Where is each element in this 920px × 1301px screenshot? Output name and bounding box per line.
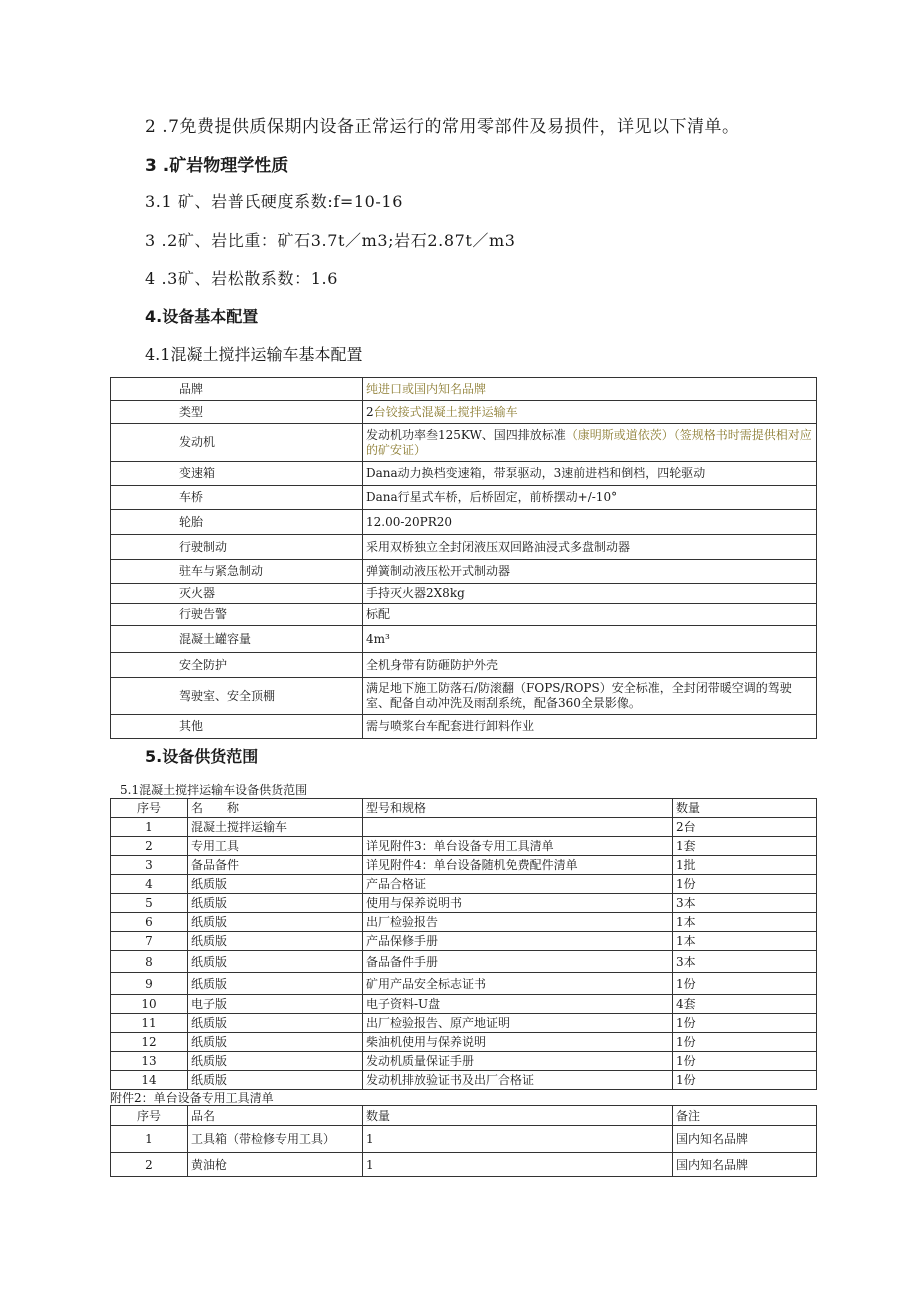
config-key: 安全防护 bbox=[111, 653, 363, 678]
cell: 1份 bbox=[673, 875, 817, 894]
cell: 3本 bbox=[673, 951, 817, 973]
engine-brand-note: （康明斯或道依茨）（签规格书时需提供相对应的矿安证） bbox=[366, 427, 812, 457]
cell: 产品合格证 bbox=[363, 875, 673, 894]
table-row bbox=[111, 401, 817, 424]
table-row bbox=[111, 462, 817, 486]
cell: 2台 bbox=[673, 818, 817, 837]
table-row bbox=[111, 424, 817, 462]
cell: 11 bbox=[111, 1014, 188, 1033]
cell: 混凝土搅拌运输车 bbox=[188, 818, 363, 837]
section-4-heading: 4.设备基本配置 bbox=[145, 307, 259, 326]
cell: 详见附件3：单台设备专用工具清单 bbox=[363, 837, 673, 856]
cell: 纸质版 bbox=[188, 1033, 363, 1052]
table-row bbox=[111, 1153, 817, 1177]
cell: 1份 bbox=[673, 1071, 817, 1090]
table-row bbox=[111, 1126, 817, 1153]
cell: 发动机质量保证手册 bbox=[363, 1052, 673, 1071]
config-key: 变速箱 bbox=[111, 462, 363, 486]
config-value: 手持灭火器2X8kg bbox=[363, 584, 817, 604]
table-row bbox=[111, 875, 817, 894]
cell: 备品备件 bbox=[188, 856, 363, 875]
cell: 1批 bbox=[673, 856, 817, 875]
config-value-count: 2 bbox=[366, 404, 374, 419]
table-row bbox=[111, 715, 817, 739]
config-key: 发动机 bbox=[111, 424, 363, 462]
table-row bbox=[111, 818, 817, 837]
config-key: 其他 bbox=[111, 715, 363, 739]
clause-5-1-caption: 5.1混凝土搅拌运输车设备供货范围 bbox=[120, 783, 308, 797]
cell: 纸质版 bbox=[188, 973, 363, 995]
table-row bbox=[111, 995, 817, 1014]
clause-2-7: 2 .7免费提供质保期内设备正常运行的常用零部件及易损件，详见以下清单。 bbox=[145, 117, 740, 137]
header-cell: 数量 bbox=[673, 799, 817, 818]
cell: 出厂检验报告、原产地证明 bbox=[363, 1014, 673, 1033]
config-key: 轮胎 bbox=[111, 510, 363, 535]
cell: 纸质版 bbox=[188, 1052, 363, 1071]
cell: 1本 bbox=[673, 913, 817, 932]
cell: 电子版 bbox=[188, 995, 363, 1014]
cell: 1 bbox=[111, 1126, 188, 1153]
cell: 4套 bbox=[673, 995, 817, 1014]
header-cell: 数量 bbox=[363, 1106, 673, 1126]
attachment-2-caption: 附件2：单台设备专用工具清单 bbox=[110, 1091, 274, 1105]
cell: 10 bbox=[111, 995, 188, 1014]
table-row bbox=[111, 1014, 817, 1033]
header-cell: 型号和规格 bbox=[363, 799, 673, 818]
cell: 纸质版 bbox=[188, 1014, 363, 1033]
config-key: 类型 bbox=[111, 401, 363, 424]
cell: 1套 bbox=[673, 837, 817, 856]
table-header-row bbox=[111, 799, 817, 818]
config-value: 4m³ bbox=[363, 626, 817, 653]
cell: 黄油枪 bbox=[188, 1153, 363, 1177]
cell: 8 bbox=[111, 951, 188, 973]
table-row bbox=[111, 837, 817, 856]
clause-4-1: 4.1混凝土搅拌运输车基本配置 bbox=[145, 345, 363, 364]
config-value: 满足地下施工防落石/防滚翻（FOPS/ROPS）安全标准，全封闭带暖空调的驾驶室、配备自动冲洗及雨刮系统，配备360全景影像。 bbox=[363, 678, 817, 715]
config-value: 纯进口或国内知名品牌 bbox=[363, 378, 817, 401]
table-row bbox=[111, 678, 817, 715]
header-cell: 序号 bbox=[111, 1106, 188, 1126]
table-row bbox=[111, 894, 817, 913]
table-row bbox=[111, 913, 817, 932]
cell: 12 bbox=[111, 1033, 188, 1052]
cell: 纸质版 bbox=[188, 913, 363, 932]
config-value: Dana动力换档变速箱，带泵驱动，3速前进档和倒档，四轮驱动 bbox=[363, 462, 817, 486]
table-row bbox=[111, 1071, 817, 1090]
cell: 2 bbox=[111, 837, 188, 856]
cell: 使用与保养说明书 bbox=[363, 894, 673, 913]
config-value: Dana行星式车桥，后桥固定，前桥摆动+/-10° bbox=[363, 486, 817, 510]
table-row bbox=[111, 486, 817, 510]
cell: 电子资料-U盘 bbox=[363, 995, 673, 1014]
cell: 9 bbox=[111, 973, 188, 995]
cell: 发动机排放验证书及出厂合格证 bbox=[363, 1071, 673, 1090]
config-key: 品牌 bbox=[111, 378, 363, 401]
config-value bbox=[363, 401, 817, 424]
cell: 工具箱（带检修专用工具） bbox=[188, 1126, 363, 1153]
clause-4-3: 4 .3矿、岩松散系数：1.6 bbox=[145, 269, 338, 288]
cell: 1份 bbox=[673, 973, 817, 995]
config-value: 全机身带有防砸防护外壳 bbox=[363, 653, 817, 678]
table-row bbox=[111, 932, 817, 951]
cell: 1 bbox=[363, 1126, 673, 1153]
cell: 国内知名品牌 bbox=[673, 1126, 817, 1153]
config-value-type: 台铰接式混凝土搅拌运输车 bbox=[373, 404, 518, 419]
cell: 1份 bbox=[673, 1014, 817, 1033]
basic-config-table bbox=[110, 377, 817, 739]
table-row bbox=[111, 604, 817, 626]
cell: 1本 bbox=[673, 932, 817, 951]
config-value: 弹簧制动液压松开式制动器 bbox=[363, 560, 817, 584]
special-tools-table bbox=[110, 1105, 817, 1177]
table-row bbox=[111, 951, 817, 973]
clause-3-1: 3.1 矿、岩普氏硬度系数:f=10-16 bbox=[145, 192, 403, 211]
cell bbox=[363, 818, 673, 837]
cell: 纸质版 bbox=[188, 894, 363, 913]
config-key: 灭火器 bbox=[111, 584, 363, 604]
cell: 柴油机使用与保养说明 bbox=[363, 1033, 673, 1052]
table-row bbox=[111, 378, 817, 401]
cell: 1 bbox=[363, 1153, 673, 1177]
config-key: 混凝土罐容量 bbox=[111, 626, 363, 653]
cell: 3 bbox=[111, 856, 188, 875]
header-cell: 备注 bbox=[673, 1106, 817, 1126]
config-value bbox=[363, 424, 817, 462]
config-key: 驾驶室、安全顶棚 bbox=[111, 678, 363, 715]
cell: 产品保修手册 bbox=[363, 932, 673, 951]
cell: 13 bbox=[111, 1052, 188, 1071]
config-value: 标配 bbox=[363, 604, 817, 626]
config-key: 车桥 bbox=[111, 486, 363, 510]
cell: 14 bbox=[111, 1071, 188, 1090]
engine-power-text: 发动机功率叁125KW、国四排放标准 bbox=[366, 427, 566, 442]
config-key: 行驶制动 bbox=[111, 535, 363, 560]
config-key: 行驶告警 bbox=[111, 604, 363, 626]
table-row bbox=[111, 1052, 817, 1071]
cell: 矿用产品安全标志证书 bbox=[363, 973, 673, 995]
table-row bbox=[111, 584, 817, 604]
config-key: 驻车与紧急制动 bbox=[111, 560, 363, 584]
config-value: 需与喷浆台车配套进行卸料作业 bbox=[363, 715, 817, 739]
config-value: 采用双桥独立全封闭液压双回路油浸式多盘制动器 bbox=[363, 535, 817, 560]
cell: 7 bbox=[111, 932, 188, 951]
cell: 2 bbox=[111, 1153, 188, 1177]
cell: 5 bbox=[111, 894, 188, 913]
header-cell: 品名 bbox=[188, 1106, 363, 1126]
cell: 国内知名品牌 bbox=[673, 1153, 817, 1177]
cell: 3本 bbox=[673, 894, 817, 913]
table-row bbox=[111, 535, 817, 560]
section-5-heading: 5.设备供货范围 bbox=[145, 747, 259, 766]
cell: 1份 bbox=[673, 1033, 817, 1052]
header-cell: 名 称 bbox=[188, 799, 363, 818]
cell: 专用工具 bbox=[188, 837, 363, 856]
table-row bbox=[111, 1033, 817, 1052]
cell: 纸质版 bbox=[188, 932, 363, 951]
cell: 1份 bbox=[673, 1052, 817, 1071]
cell: 4 bbox=[111, 875, 188, 894]
header-cell: 序号 bbox=[111, 799, 188, 818]
cell: 出厂检验报告 bbox=[363, 913, 673, 932]
table-header-row bbox=[111, 1106, 817, 1126]
config-value: 12.00-20PR20 bbox=[363, 510, 817, 535]
supply-scope-table bbox=[110, 798, 817, 1090]
table-row bbox=[111, 653, 817, 678]
cell: 备品备件手册 bbox=[363, 951, 673, 973]
section-3-heading: 3 .矿岩物理学性质 bbox=[145, 156, 289, 176]
table-row bbox=[111, 560, 817, 584]
cell: 纸质版 bbox=[188, 1071, 363, 1090]
cell: 详见附件4：单台设备随机免费配件清单 bbox=[363, 856, 673, 875]
cell: 6 bbox=[111, 913, 188, 932]
table-row bbox=[111, 510, 817, 535]
cell: 1 bbox=[111, 818, 188, 837]
table-row bbox=[111, 626, 817, 653]
cell: 纸质版 bbox=[188, 951, 363, 973]
table-row bbox=[111, 856, 817, 875]
table-row bbox=[111, 973, 817, 995]
clause-3-2: 3 .2矿、岩比重：矿石3.7t／m3;岩石2.87t／m3 bbox=[145, 231, 516, 250]
cell: 纸质版 bbox=[188, 875, 363, 894]
